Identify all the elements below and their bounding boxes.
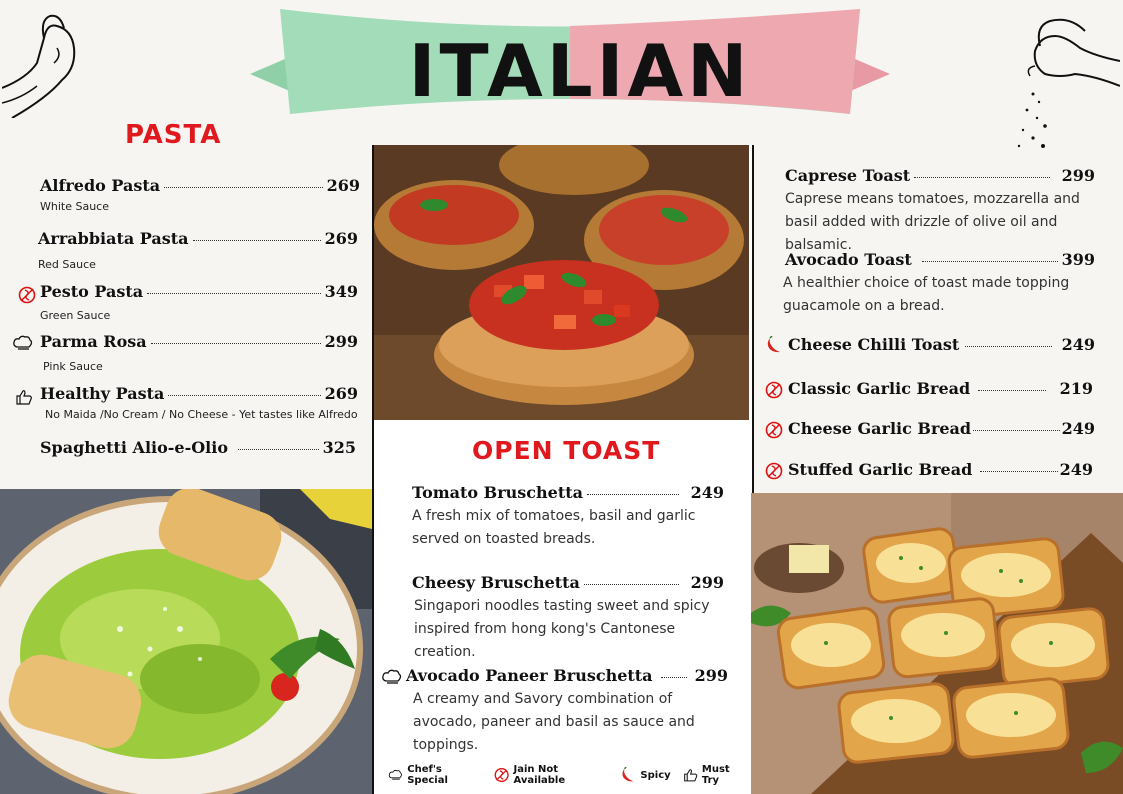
- menu-item: [412, 573, 724, 664]
- item-name: Healthy Pasta: [40, 384, 165, 403]
- item-name: Cheesy Bruschetta: [412, 573, 580, 592]
- item-description: A fresh mix of tomatoes, basil and garlic served on toasted breads.: [412, 508, 696, 547]
- item-subtitle: No Maida /No Cream / No Cheese - Yet tastes like Alfredo: [45, 408, 358, 421]
- item-price: 249: [690, 483, 724, 502]
- legend-label: Jain Not Available: [513, 764, 566, 786]
- legend-item: [683, 764, 748, 786]
- menu-item: [788, 379, 1093, 398]
- legend-label: Must Try: [701, 764, 730, 786]
- item-name: Classic Garlic Bread: [788, 379, 971, 398]
- item-price: 219: [1059, 379, 1093, 398]
- menu-item: [40, 282, 358, 322]
- chilli-icon: [620, 767, 636, 783]
- item-subtitle: White Sauce: [40, 200, 109, 213]
- pasta-heading: PASTA: [125, 120, 222, 150]
- thumbs-up-icon: [683, 767, 698, 783]
- menu-item: [40, 332, 358, 373]
- menu-item: [412, 483, 724, 551]
- item-name: Parma Rosa: [40, 332, 147, 351]
- item-price: 325: [322, 438, 356, 457]
- item-price: 399: [1061, 250, 1095, 269]
- thumbs-up-icon: [15, 388, 33, 406]
- item-price: 299: [694, 666, 728, 685]
- menu-item: [406, 666, 728, 757]
- item-price: 299: [690, 573, 724, 592]
- jain-not-available-icon: [494, 767, 509, 783]
- jain-not-available-icon: [765, 462, 783, 480]
- item-subtitle: Red Sauce: [38, 258, 96, 271]
- jain-not-available-icon: [18, 286, 36, 304]
- item-price: 249: [1059, 460, 1093, 479]
- item-price: 249: [1061, 335, 1095, 354]
- item-name: Avocado Toast: [785, 250, 912, 269]
- menu-item: [788, 460, 1093, 479]
- item-name: Caprese Toast: [785, 166, 911, 185]
- jain-not-available-icon: [765, 381, 783, 399]
- item-price: 299: [324, 332, 358, 351]
- item-name: Arrabbiata Pasta: [38, 229, 189, 248]
- menu-item: [785, 166, 1095, 257]
- item-price: 269: [324, 229, 358, 248]
- item-price: 269: [326, 176, 360, 195]
- item-name: Avocado Paneer Bruschetta: [406, 666, 653, 685]
- menu-item: [38, 229, 358, 271]
- item-price: 269: [324, 384, 358, 403]
- chilli-icon: [765, 336, 783, 354]
- menu-item: [783, 250, 1095, 318]
- item-name: Alfredo Pasta: [40, 176, 161, 195]
- legend-label: Chef's Special: [407, 764, 448, 786]
- bruschetta-photo: [374, 145, 749, 420]
- jain-not-available-icon: [765, 421, 783, 439]
- legend-item: [494, 764, 608, 786]
- chef-hat-icon: [380, 668, 404, 686]
- legend: [388, 764, 748, 786]
- item-description: Singapori noodles tasting sweet and spicy inspired from hong kong's Cantonese creation.: [414, 598, 710, 660]
- item-description: Caprese means tomatoes, mozzarella and basil added with drizzle of olive oil and balsamic.: [785, 191, 1080, 253]
- item-description: A creamy and Savory combination of avocado, paneer and basil as sauce and toppings.: [413, 691, 695, 753]
- menu-item: [40, 384, 358, 421]
- menu-item: [40, 176, 360, 213]
- salt-pinch-hand-icon: [1015, 6, 1120, 156]
- item-price: 349: [324, 282, 358, 301]
- item-name: Cheese Garlic Bread: [788, 419, 972, 438]
- pesto-pasta-photo: [0, 489, 372, 794]
- item-name: Pesto Pasta: [40, 282, 144, 301]
- item-name: Stuffed Garlic Bread: [788, 460, 973, 479]
- legend-item: [620, 767, 670, 783]
- item-subtitle: Green Sauce: [40, 309, 111, 322]
- item-name: Cheese Chilli Toast: [788, 335, 960, 354]
- chef-kiss-hand-icon: [2, 8, 92, 118]
- menu-item: [788, 335, 1095, 354]
- legend-label: Spicy: [640, 769, 671, 781]
- item-name: Tomato Bruschetta: [412, 483, 583, 502]
- menu-title: ITALIAN: [408, 29, 752, 113]
- item-description: A healthier choice of toast made topping guacamole on a bread.: [783, 275, 1070, 314]
- item-price: 249: [1061, 419, 1095, 438]
- chef-hat-icon: [388, 767, 403, 783]
- menu-item: [40, 438, 356, 457]
- chef-hat-icon: [12, 334, 34, 352]
- item-name: Spaghetti Alio-e-Olio: [40, 438, 229, 457]
- open-toast-heading: OPEN TOAST: [472, 436, 661, 465]
- item-subtitle: Pink Sauce: [43, 360, 103, 373]
- menu-item: [788, 419, 1095, 438]
- item-price: 299: [1061, 166, 1095, 185]
- garlic-bread-photo: [751, 493, 1123, 794]
- legend-item: [388, 764, 482, 786]
